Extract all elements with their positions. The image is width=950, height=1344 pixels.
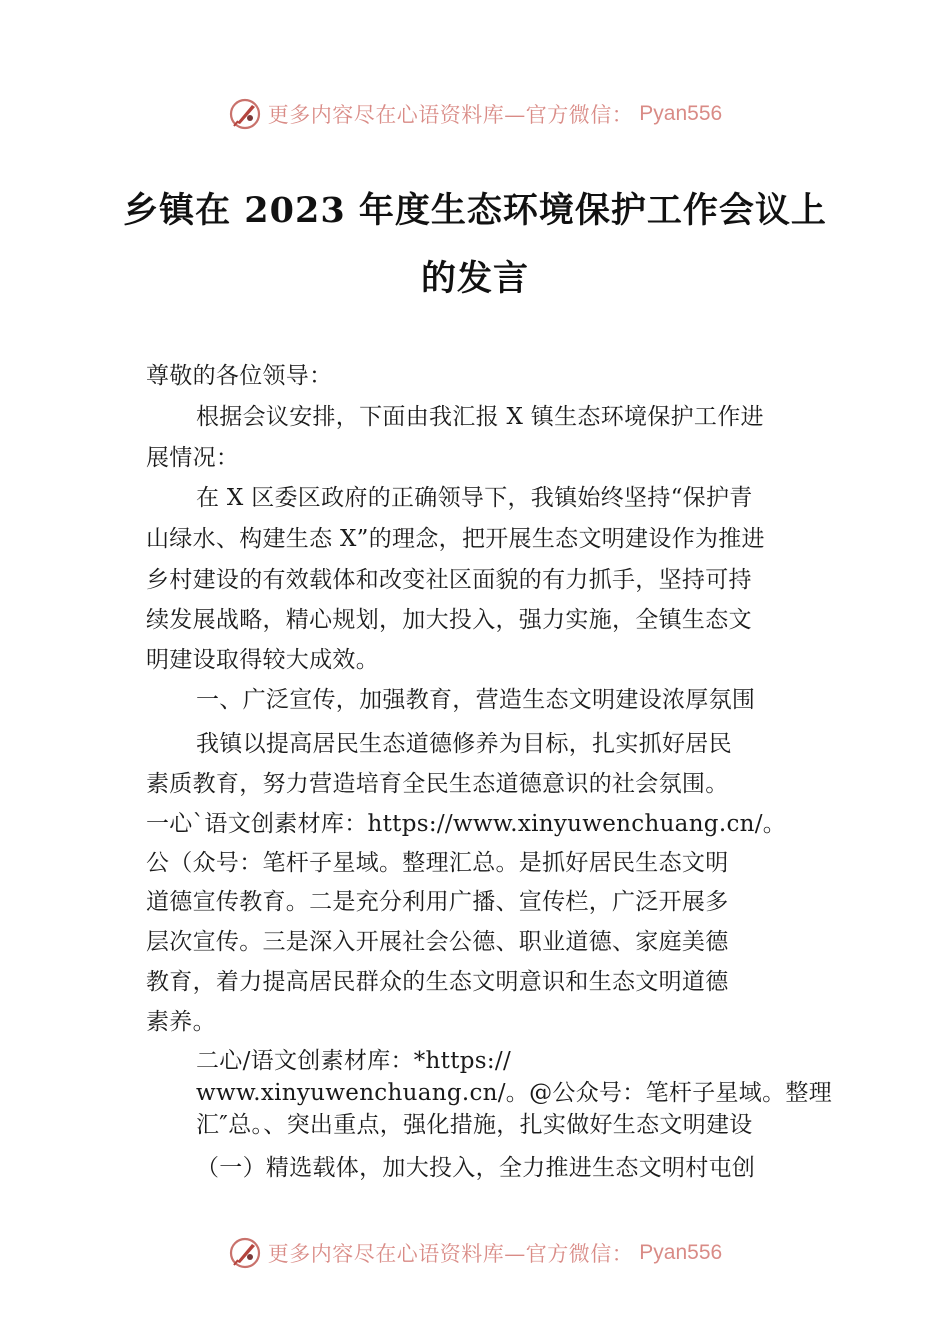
body-line: 山绿水、构建生态 X”的理念，把开展生态文明建设作为推进 [146, 526, 765, 552]
banner-handle: Pyan556 [639, 1241, 723, 1264]
body-line: 明建设取得较大成效。 [146, 647, 379, 673]
body-line: 素质教育，努力营造培育全民生态道德意识的社会氛围。 [146, 771, 729, 797]
salutation: 尊敬的各位领导： [146, 363, 333, 389]
body-line: 道德宣传教育。二是充分利用广播、宣传栏，广泛开展多 [146, 889, 729, 915]
body-line: 素养。 [146, 1009, 216, 1035]
subsection-heading: （一）精选载体，加大投入，全力推进生态文明村屯创 [196, 1155, 756, 1181]
quill-circle-icon [228, 97, 262, 131]
banner-handle: Pyan556 [639, 102, 723, 125]
footer-banner [0, 1233, 950, 1273]
body-line: 层次宣传。三是深入开展社会公德、职业道德、家庭美德 [146, 929, 729, 955]
section-heading: 一、广泛宣传，加强教育，营造生态文明建设浓厚氛围 [196, 687, 756, 713]
body-line: 我镇以提高居民生态道德修养为目标，扎实抓好居民 [196, 731, 732, 757]
body-line: 一心`语文创素材库：https://www.xinyuwenchuang.cn/。 [146, 811, 787, 837]
body-line: 教育，着力提高居民群众的生态文明意识和生态文明道德 [146, 969, 729, 995]
banner-text: 更多内容尽在心语资料库—官方微信： [267, 1242, 634, 1266]
body-line: www.xinyuwenchuang.cn/。@公众号：笔杆子星域。整理 [196, 1080, 833, 1106]
body-line: 二心/语文创素材库：*https:// [196, 1048, 512, 1074]
page-title-line-2: 的发言 [420, 258, 529, 299]
body-line: 续发展战略，精心规划，加大投入，强力实施，全镇生态文 [146, 607, 752, 633]
header-banner [0, 94, 950, 134]
body-line: 在 X 区委区政府的正确领导下，我镇始终坚持“保护青 [196, 485, 753, 511]
body-line: 乡村建设的有效载体和改变社区面貌的有力抓手，坚持可持 [146, 567, 752, 593]
body-line: 展情况： [146, 445, 240, 471]
body-line: 公（众号：笔杆子星域。整理汇总。是抓好居民生态文明 [146, 850, 729, 876]
page-title-line-1: 乡镇在 2023 年度生态环境保护工作会议上 [123, 190, 827, 231]
section-heading: 汇″总。、突出重点，强化措施，扎实做好生态文明建设 [196, 1112, 753, 1138]
body-line: 根据会议安排，下面由我汇报 X 镇生态环境保护工作进 [196, 404, 764, 430]
banner-text: 更多内容尽在心语资料库—官方微信： [267, 103, 634, 127]
quill-circle-icon [228, 1236, 262, 1270]
